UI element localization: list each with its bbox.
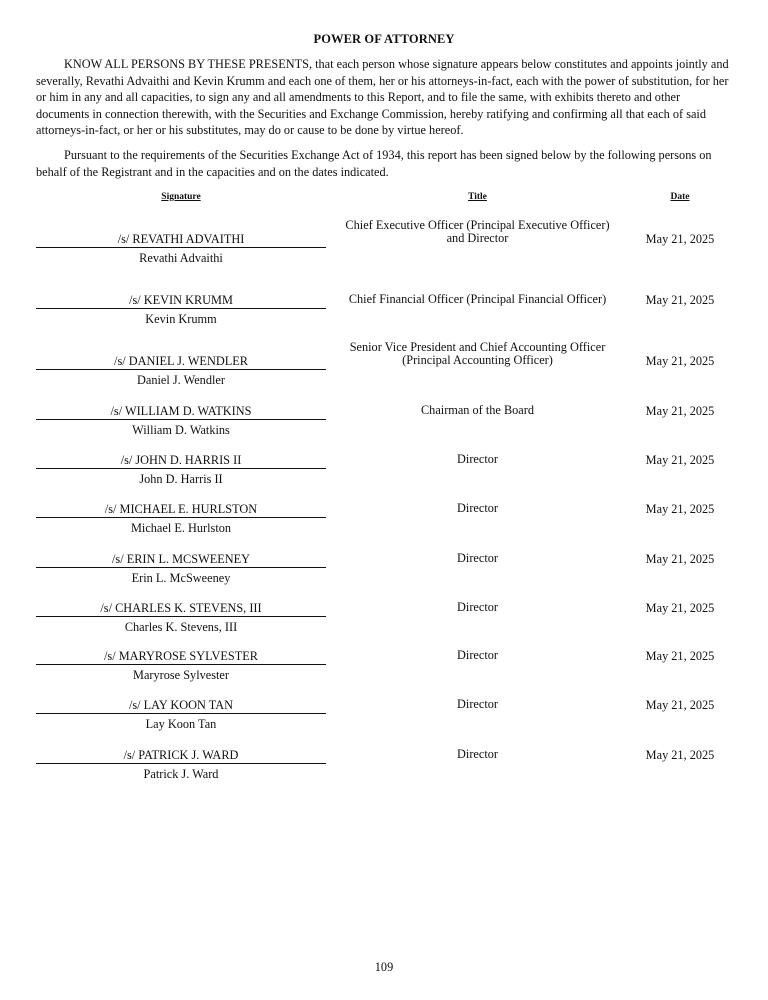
signature-date: May 21, 2025 (645, 232, 715, 246)
signature-date: May 21, 2025 (645, 354, 715, 368)
signing-statement-paragraph: Pursuant to the requirements of the Securities Exchange Act of 1934, this report has been signed below by the following persons on behalf of the Registrant and in the capacities and on the dates indicated. (36, 148, 712, 179)
signer-title-line: Director (457, 452, 498, 466)
signer-title-line: Chief Executive Officer (Principal Executive Officer) (345, 218, 610, 232)
signer-title-line: Senior Vice President and Chief Accounting Officer (349, 340, 606, 354)
signature-line: /s/ MARYROSE SYLVESTER (36, 649, 326, 665)
signature-line: /s/ DANIEL J. WENDLER (36, 354, 326, 370)
signer-title (330, 502, 625, 515)
signer-name: Charles K. Stevens, III (124, 620, 238, 634)
signature-row (0, 502, 768, 552)
signer-title (330, 649, 625, 662)
signature-date: May 21, 2025 (645, 552, 715, 566)
signature-line: /s/ WILLIAM D. WATKINS (36, 404, 326, 420)
signer-name: John D. Harris II (139, 472, 223, 486)
signer-title-line: Director (457, 551, 498, 565)
signature-date: May 21, 2025 (645, 698, 715, 712)
signature-line: /s/ REVATHI ADVAITHI (36, 232, 326, 248)
signature-line: /s/ JOHN D. HARRIS II (36, 453, 326, 469)
signer-title-line: Director (457, 697, 498, 711)
signature-row (0, 649, 768, 699)
signer-name: Erin L. McSweeney (131, 571, 231, 585)
signature-date: May 21, 2025 (645, 601, 715, 615)
signature-row (0, 453, 768, 503)
signer-title (330, 219, 625, 245)
signature-row (0, 218, 768, 282)
signature-row (0, 748, 768, 798)
signature-date: May 21, 2025 (645, 502, 715, 516)
signer-title-line: and Director (446, 231, 509, 245)
signer-title-line: Director (457, 600, 498, 614)
signer-title-line: Chairman of the Board (420, 403, 535, 417)
signature-row (0, 293, 768, 343)
signer-title (330, 748, 625, 761)
signature-row (0, 698, 768, 748)
signer-title (330, 341, 625, 367)
signature-row (0, 404, 768, 454)
signature-line: /s/ ERIN L. MCSWEENEY (36, 552, 326, 568)
signer-title (330, 698, 625, 711)
signature-date: May 21, 2025 (645, 453, 715, 467)
signer-name: Michael E. Hurlston (130, 521, 232, 535)
signer-title (330, 552, 625, 565)
signer-name: Revathi Advaithi (139, 251, 223, 265)
signature-line: /s/ MICHAEL E. HURLSTON (36, 502, 326, 518)
signer-title-line: (Principal Accounting Officer) (402, 353, 553, 367)
signer-name: Kevin Krumm (145, 312, 217, 326)
signature-row (0, 552, 768, 602)
signer-title (330, 293, 625, 306)
signer-title-line: Director (457, 501, 498, 515)
signer-name: Patrick J. Ward (143, 767, 219, 781)
column-header-signature: Signature (161, 192, 201, 202)
signer-title-line: Chief Financial Officer (Principal Financial Officer) (348, 292, 607, 306)
signature-line: /s/ PATRICK J. WARD (36, 748, 326, 764)
signature-row (0, 601, 768, 651)
column-header-title: Title (468, 192, 487, 202)
signature-line: /s/ KEVIN KRUMM (36, 293, 326, 309)
signer-name: Daniel J. Wendler (137, 373, 225, 387)
signer-title (330, 453, 625, 466)
signature-line: /s/ LAY KOON TAN (36, 698, 326, 714)
signature-row (0, 340, 768, 404)
column-header-date: Date (670, 192, 690, 202)
signature-line: /s/ CHARLES K. STEVENS, III (36, 601, 326, 617)
signature-date: May 21, 2025 (645, 404, 715, 418)
signer-title (330, 601, 625, 614)
signer-title (330, 404, 625, 417)
signer-name: Maryrose Sylvester (133, 668, 229, 682)
signature-date: May 21, 2025 (645, 649, 715, 663)
page-number: 109 (374, 960, 394, 974)
signer-name: William D. Watkins (132, 423, 230, 437)
signer-name: Lay Koon Tan (145, 717, 217, 731)
power-of-attorney-paragraph: KNOW ALL PERSONS BY THESE PRESENTS, that each person whose signature appears below constitutes and appoints jointly and severally, Revathi Advaithi and Kevin Krumm and each one of them, her or his attorneys-in-fact, each with the power of substitution, for her or him in any and all capacities, to sign any and all amendments to this Report, and to file the same, with exhibits thereto and other documents in connection therewith, with the Securities and Exchange Commission, hereby ratifying and confirming all that each of said attorneys-in-fact, or her or his substitutes, may do or cause to be done by virtue hereof. (36, 57, 729, 137)
signature-date: May 21, 2025 (645, 293, 715, 307)
signer-title-line: Director (457, 747, 498, 761)
signature-date: May 21, 2025 (645, 748, 715, 762)
signer-title-line: Director (457, 648, 498, 662)
page-title: POWER OF ATTORNEY (313, 32, 455, 46)
